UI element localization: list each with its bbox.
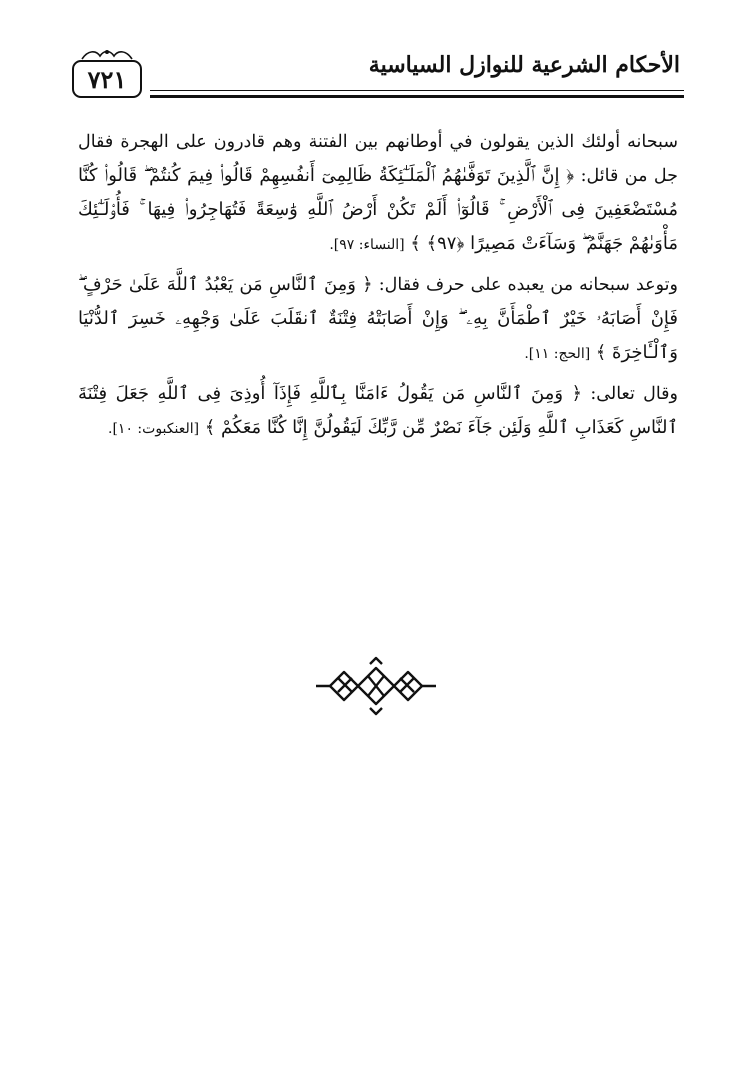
- page-body: [78, 125, 678, 452]
- verse-reference: [النساء: ٩٧].: [329, 237, 405, 253]
- page-number-ornament-icon: [80, 48, 134, 60]
- quran-verse: ﴿ إِنَّ ٱلَّذِينَ تَوَفَّىٰهُمُ ٱلْمَلَـٰٓئِكَةُ ظَالِمِىٓ أَنفُسِهِمْ قَالُوا۟ فِيمَ كُنتُمْ ۖ قَالُوا۟ كُنَّا مُسْتَضْعَفِينَ فِى ٱلْأَرْضِ ۚ قَالُوٓا۟ أَلَمْ تَكُنْ أَرْضُ ٱللَّهِ وَٰسِعَةً فَتُهَاجِرُوا۟ فِيهَا ۚ فَأُو۟لَـٰٓئِكَ مَأْوَىٰهُمْ جَهَنَّمُ ۖ وَسَآءَتْ مَصِيرًا ﴿٩٧﴾ ﴾: [78, 165, 678, 254]
- quran-verse: ﴿ وَمِنَ ٱلنَّاسِ مَن يَعْبُدُ ٱللَّهَ عَلَىٰ حَرْفٍ ۖ فَإِنْ أَصَابَهُۥ خَيْرٌ ٱطْمَأَنَّ بِهِۦ ۖ وَإِنْ أَصَابَتْهُ فِتْنَةٌ ٱنقَلَبَ عَلَىٰ وَجْهِهِۦ خَسِرَ ٱلدُّنْيَا وَٱلْـَٔاخِرَةَ ﴾: [78, 274, 678, 363]
- running-title: الأحكام الشرعية للنوازل السياسية: [368, 52, 680, 78]
- paragraph-text: وقال تعالى:: [590, 384, 678, 404]
- paragraph-text: وتوعد سبحانه من يعبده على حرف فقال:: [378, 275, 678, 295]
- header-rule-thick: [150, 95, 684, 98]
- header-rule-thin: [150, 90, 684, 91]
- section-end-ornament-icon: [312, 656, 440, 716]
- page-number: ٧٢١: [87, 64, 127, 94]
- paragraph-2: [78, 268, 678, 371]
- paragraph-1: [78, 125, 678, 262]
- page-header: [66, 48, 684, 104]
- page-number-box: [72, 60, 142, 98]
- paragraph-text: سبحانه أولئك الذين يقولون في أوطانهم بين الفتنة وهم قادرون على الهجرة فقال جل من قائل:: [78, 132, 678, 186]
- verse-reference: [الحج: ١١].: [524, 346, 591, 362]
- quran-verse: ﴿ وَمِنَ ٱلنَّاسِ مَن يَقُولُ ءَامَنَّا بِٱللَّهِ فَإِذَآ أُوذِىَ فِى ٱللَّهِ جَعَلَ فِتْنَةَ ٱلنَّاسِ كَعَذَابِ ٱللَّهِ وَلَئِن جَآءَ نَصْرٌ مِّن رَّبِّكَ لَيَقُولُنَّ إِنَّا كُنَّا مَعَكُمْ ﴾: [78, 383, 678, 438]
- verse-reference: [العنكبوت: ١٠].: [108, 421, 200, 437]
- paragraph-3: [78, 377, 678, 446]
